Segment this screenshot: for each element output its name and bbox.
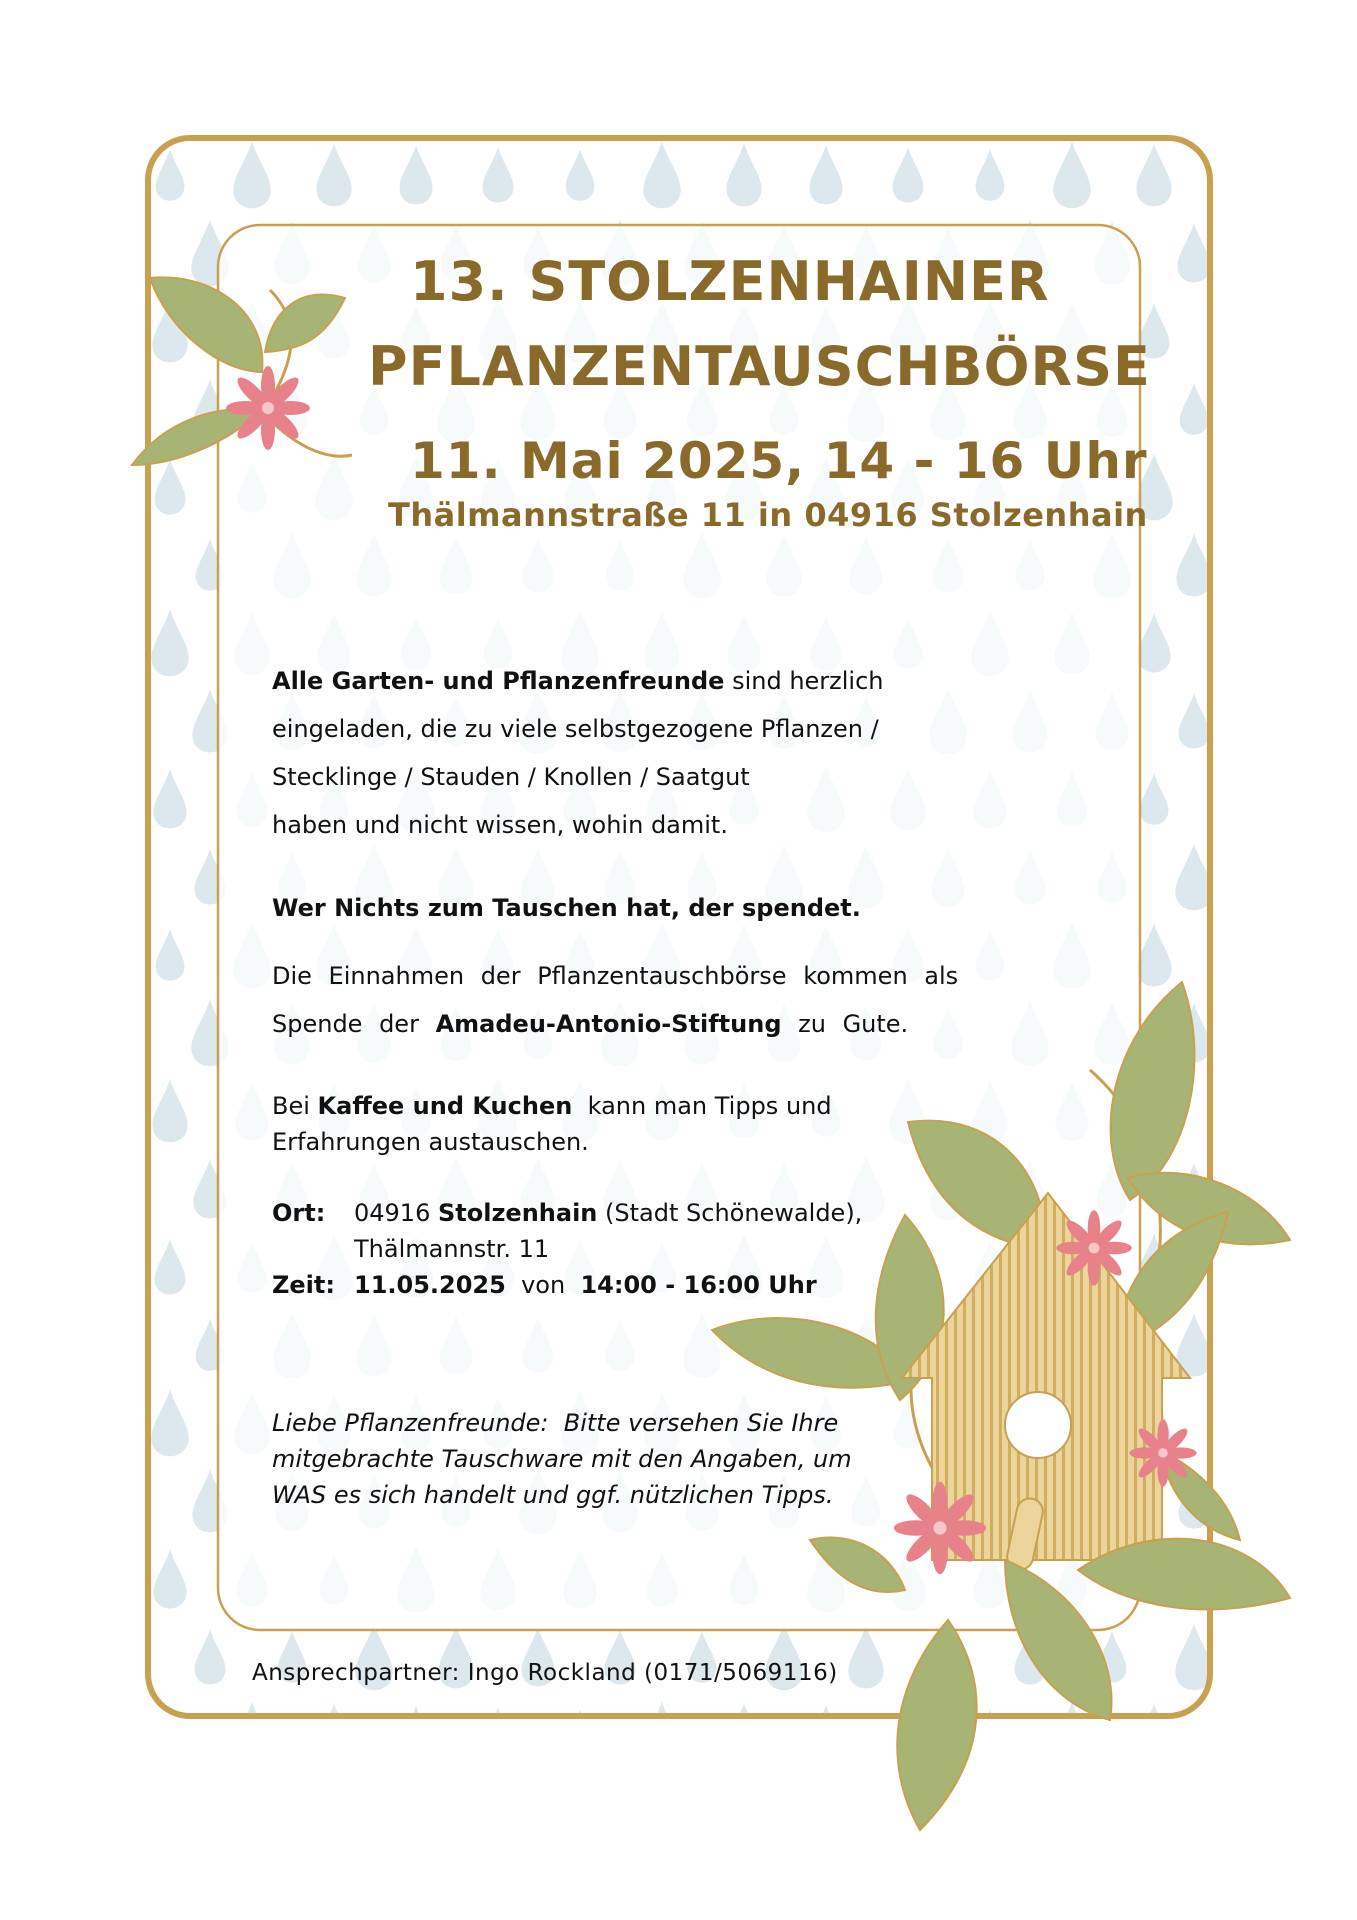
event-date-time: 11. Mai 2025, 14 - 16 Uhr	[410, 432, 1148, 490]
contact-person: Ansprechpartner: Ingo Rockland (0171/5069116)	[252, 1660, 838, 1686]
event-details: Ort: 04916 Stolzenhain (Stadt Schönewalde), Thälmannstr. 11 Zeit: 11.05.2025 von 14:00 - 16:00 Uhr	[272, 1195, 862, 1303]
location-label: Ort:	[272, 1199, 326, 1227]
donation-paragraph: Die Einnahmen der Pflanzentauschbörse kommen als Spende der Amadeu-Antonio-Stiftung zu Gute.	[272, 962, 959, 1038]
event-title-line-2: PFLANZENTAUSCHBÖRSE	[368, 335, 1151, 398]
note-paragraph: Liebe Pflanzenfreunde: Bitte versehen Sie Ihre mitgebrachte Tauschware mit den Angaben, um WAS es sich handelt und ggf. nützlichen Tipps.	[272, 1409, 852, 1509]
intro-paragraph: Alle Garten- und Pflanzenfreunde sind herzlich eingeladen, die zu viele selbstgezogene Pflanzen / Stecklinge / Stauden / Knollen / Saatgut haben und nicht wissen, wohin damit.	[272, 667, 884, 839]
cafe-paragraph: Bei Kaffee und Kuchen kann man Tipps und Erfahrungen austauschen.	[272, 1092, 832, 1156]
donation-headline: Wer Nichts zum Tauschen hat, der spendet.	[272, 894, 861, 922]
event-title-line-1: 13. STOLZENHAINER	[410, 250, 1050, 313]
time-label: Zeit:	[272, 1271, 335, 1299]
event-address: Thälmannstraße 11 in 04916 Stolzenhain	[388, 496, 1148, 534]
intro-bold: Alle Garten- und Pflanzenfreunde	[272, 667, 725, 695]
foundation-name: Amadeu-Antonio-Stiftung	[435, 1010, 782, 1038]
location-street: Thälmannstr. 11	[354, 1235, 550, 1263]
